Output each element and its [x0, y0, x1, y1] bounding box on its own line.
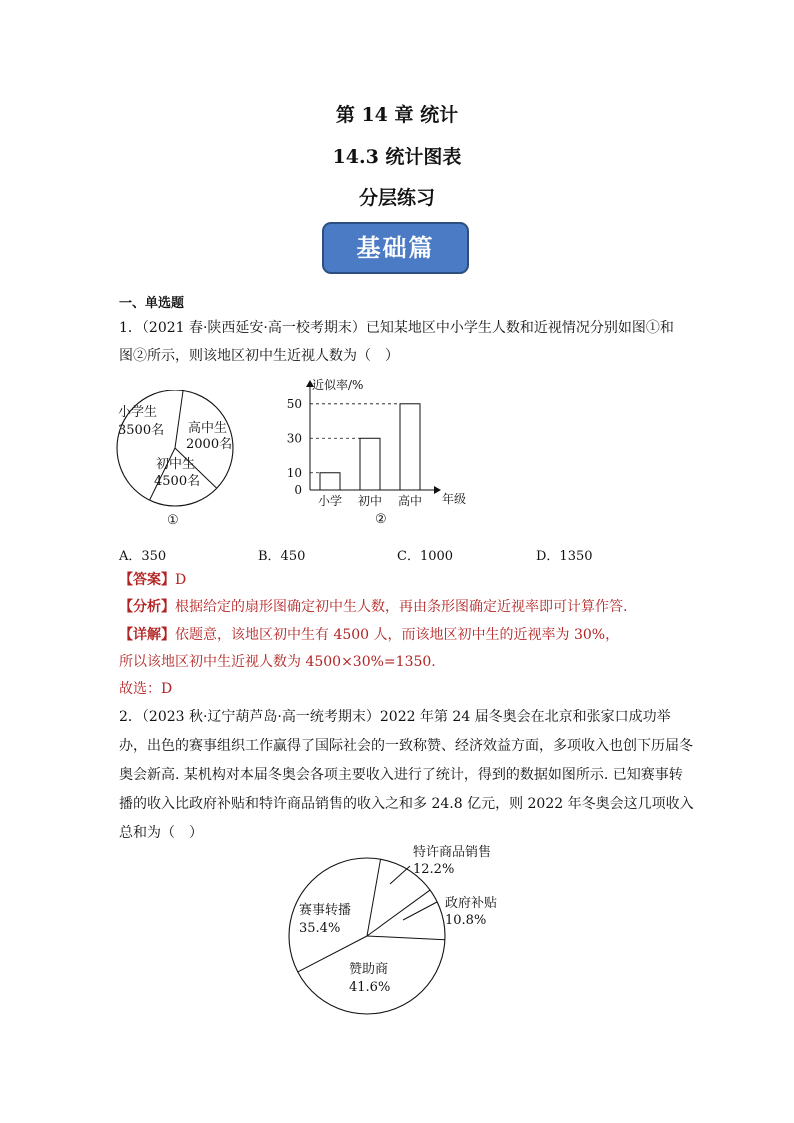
pie2-label-license: 特许商品销售: [413, 845, 492, 860]
pie2-label-sponsor: 赞助商: [349, 962, 389, 977]
x-axis-label: 年级: [442, 492, 467, 506]
bars-group: [318, 404, 422, 508]
level-badge: 基础篇: [322, 222, 469, 274]
pie2-label-gov: 政府补贴: [445, 896, 498, 911]
chapter-title: 第 14 章 统计: [335, 104, 459, 126]
option-a[interactable]: A．350: [119, 549, 167, 564]
option-c[interactable]: C．1000: [397, 549, 454, 564]
pie-value-high: 2000名: [186, 437, 233, 452]
figure-label-1: ①: [167, 513, 179, 528]
q1-conclusion: 故选：D: [119, 681, 173, 697]
bar-chart-myopia: [280, 375, 480, 530]
answer-value: D: [175, 572, 187, 588]
x-tick-label: 小学: [317, 494, 343, 508]
bar-初中: [360, 438, 380, 490]
q1-detail: [119, 625, 619, 645]
q1-answer: [119, 570, 186, 590]
bar-高中: [400, 404, 420, 490]
pie1-slice-border-0: [175, 391, 183, 448]
leader-line-gov: [403, 902, 437, 920]
x-tick-label: 高中: [397, 494, 423, 508]
q1-stem-line1: 1．（2021 春·陕西延安·高一校考期末）已知某地区中小学生人数和近视情况分别如图①和: [119, 320, 674, 336]
detail-text: 依题意，该地区初中生有 4500 人，而该地区初中生的近视率为 30%，: [175, 627, 620, 643]
x-tick-label: 初中: [357, 494, 383, 508]
section-title: 14.3 统计图表: [332, 146, 462, 168]
y-tick-label: 30: [286, 431, 302, 446]
page-subtitle: 分层练习: [358, 187, 435, 209]
answer-label: 【答案】: [119, 572, 175, 588]
analysis-text: 根据给定的扇形图确定初中生人数，再由条形图确定近视率即可计算作答.: [175, 599, 628, 615]
q1-stem-line2: 图②所示，则该地区初中生近视人数为（ ）: [119, 348, 399, 364]
analysis-label: 【分析】: [119, 599, 175, 615]
pie2-value-sponsor: 41.6%: [349, 980, 391, 995]
bar-小学: [320, 473, 340, 490]
section-heading: 一、单选题: [119, 296, 185, 311]
pie-label-high: 高中生: [188, 421, 228, 436]
leader-line-license: [390, 866, 410, 884]
detail-label: 【详解】: [119, 627, 175, 643]
q1-detail-line2: 所以该地区初中生近视人数为 4500×30%=1350.: [119, 654, 436, 670]
q1-analysis: [119, 597, 627, 617]
pie-label-primary: 小学生: [118, 405, 158, 420]
figure-label-2: ②: [375, 512, 387, 527]
y-tick-label: 10: [286, 465, 302, 480]
pie2-slice-border-2: [367, 936, 445, 940]
pie2-value-gov: 10.8%: [445, 913, 487, 928]
pie2-slice-border-0: [367, 859, 381, 936]
pie-value-primary: 3500名: [118, 423, 165, 438]
pie2-slice-border-1: [367, 890, 430, 936]
pie-chart-olympics: [285, 840, 515, 1020]
pie-label-middle: 初中生: [156, 457, 196, 472]
pie-value-middle: 4500名: [154, 474, 201, 489]
y-axis-label: 近似率/%: [312, 378, 364, 392]
pie2-value-broadcast: 35.4%: [299, 921, 341, 936]
option-d[interactable]: D．1350: [536, 549, 593, 564]
y-tick-label: 50: [286, 396, 302, 411]
bar-gridlines: [287, 397, 400, 497]
pie-chart-students: [112, 390, 242, 530]
y-tick-label: 0: [294, 483, 302, 497]
pie2-label-broadcast: 赛事转播: [299, 903, 352, 918]
q2-stem: 2．（2023 秋·辽宁葫芦岛·高一统考期末）2022 年第 24 届冬奥会在北京和张家口成功举办，出色的赛事组织工作赢得了国际社会的一致称赞、经济效益方面，多项收入也创下历届冬奥会新高. 某机构对本届冬奥会各项主要收入进行了统计，得到的数据如图所示. 已知赛事转播的收入比政府补贴和特许商品销售的收入之和多 24.8 亿元，则 2022 年冬奥会这几项收入总和为（ ）: [119, 709, 694, 841]
option-b[interactable]: B．450: [258, 549, 306, 564]
pie2-value-license: 12.2%: [413, 862, 455, 877]
